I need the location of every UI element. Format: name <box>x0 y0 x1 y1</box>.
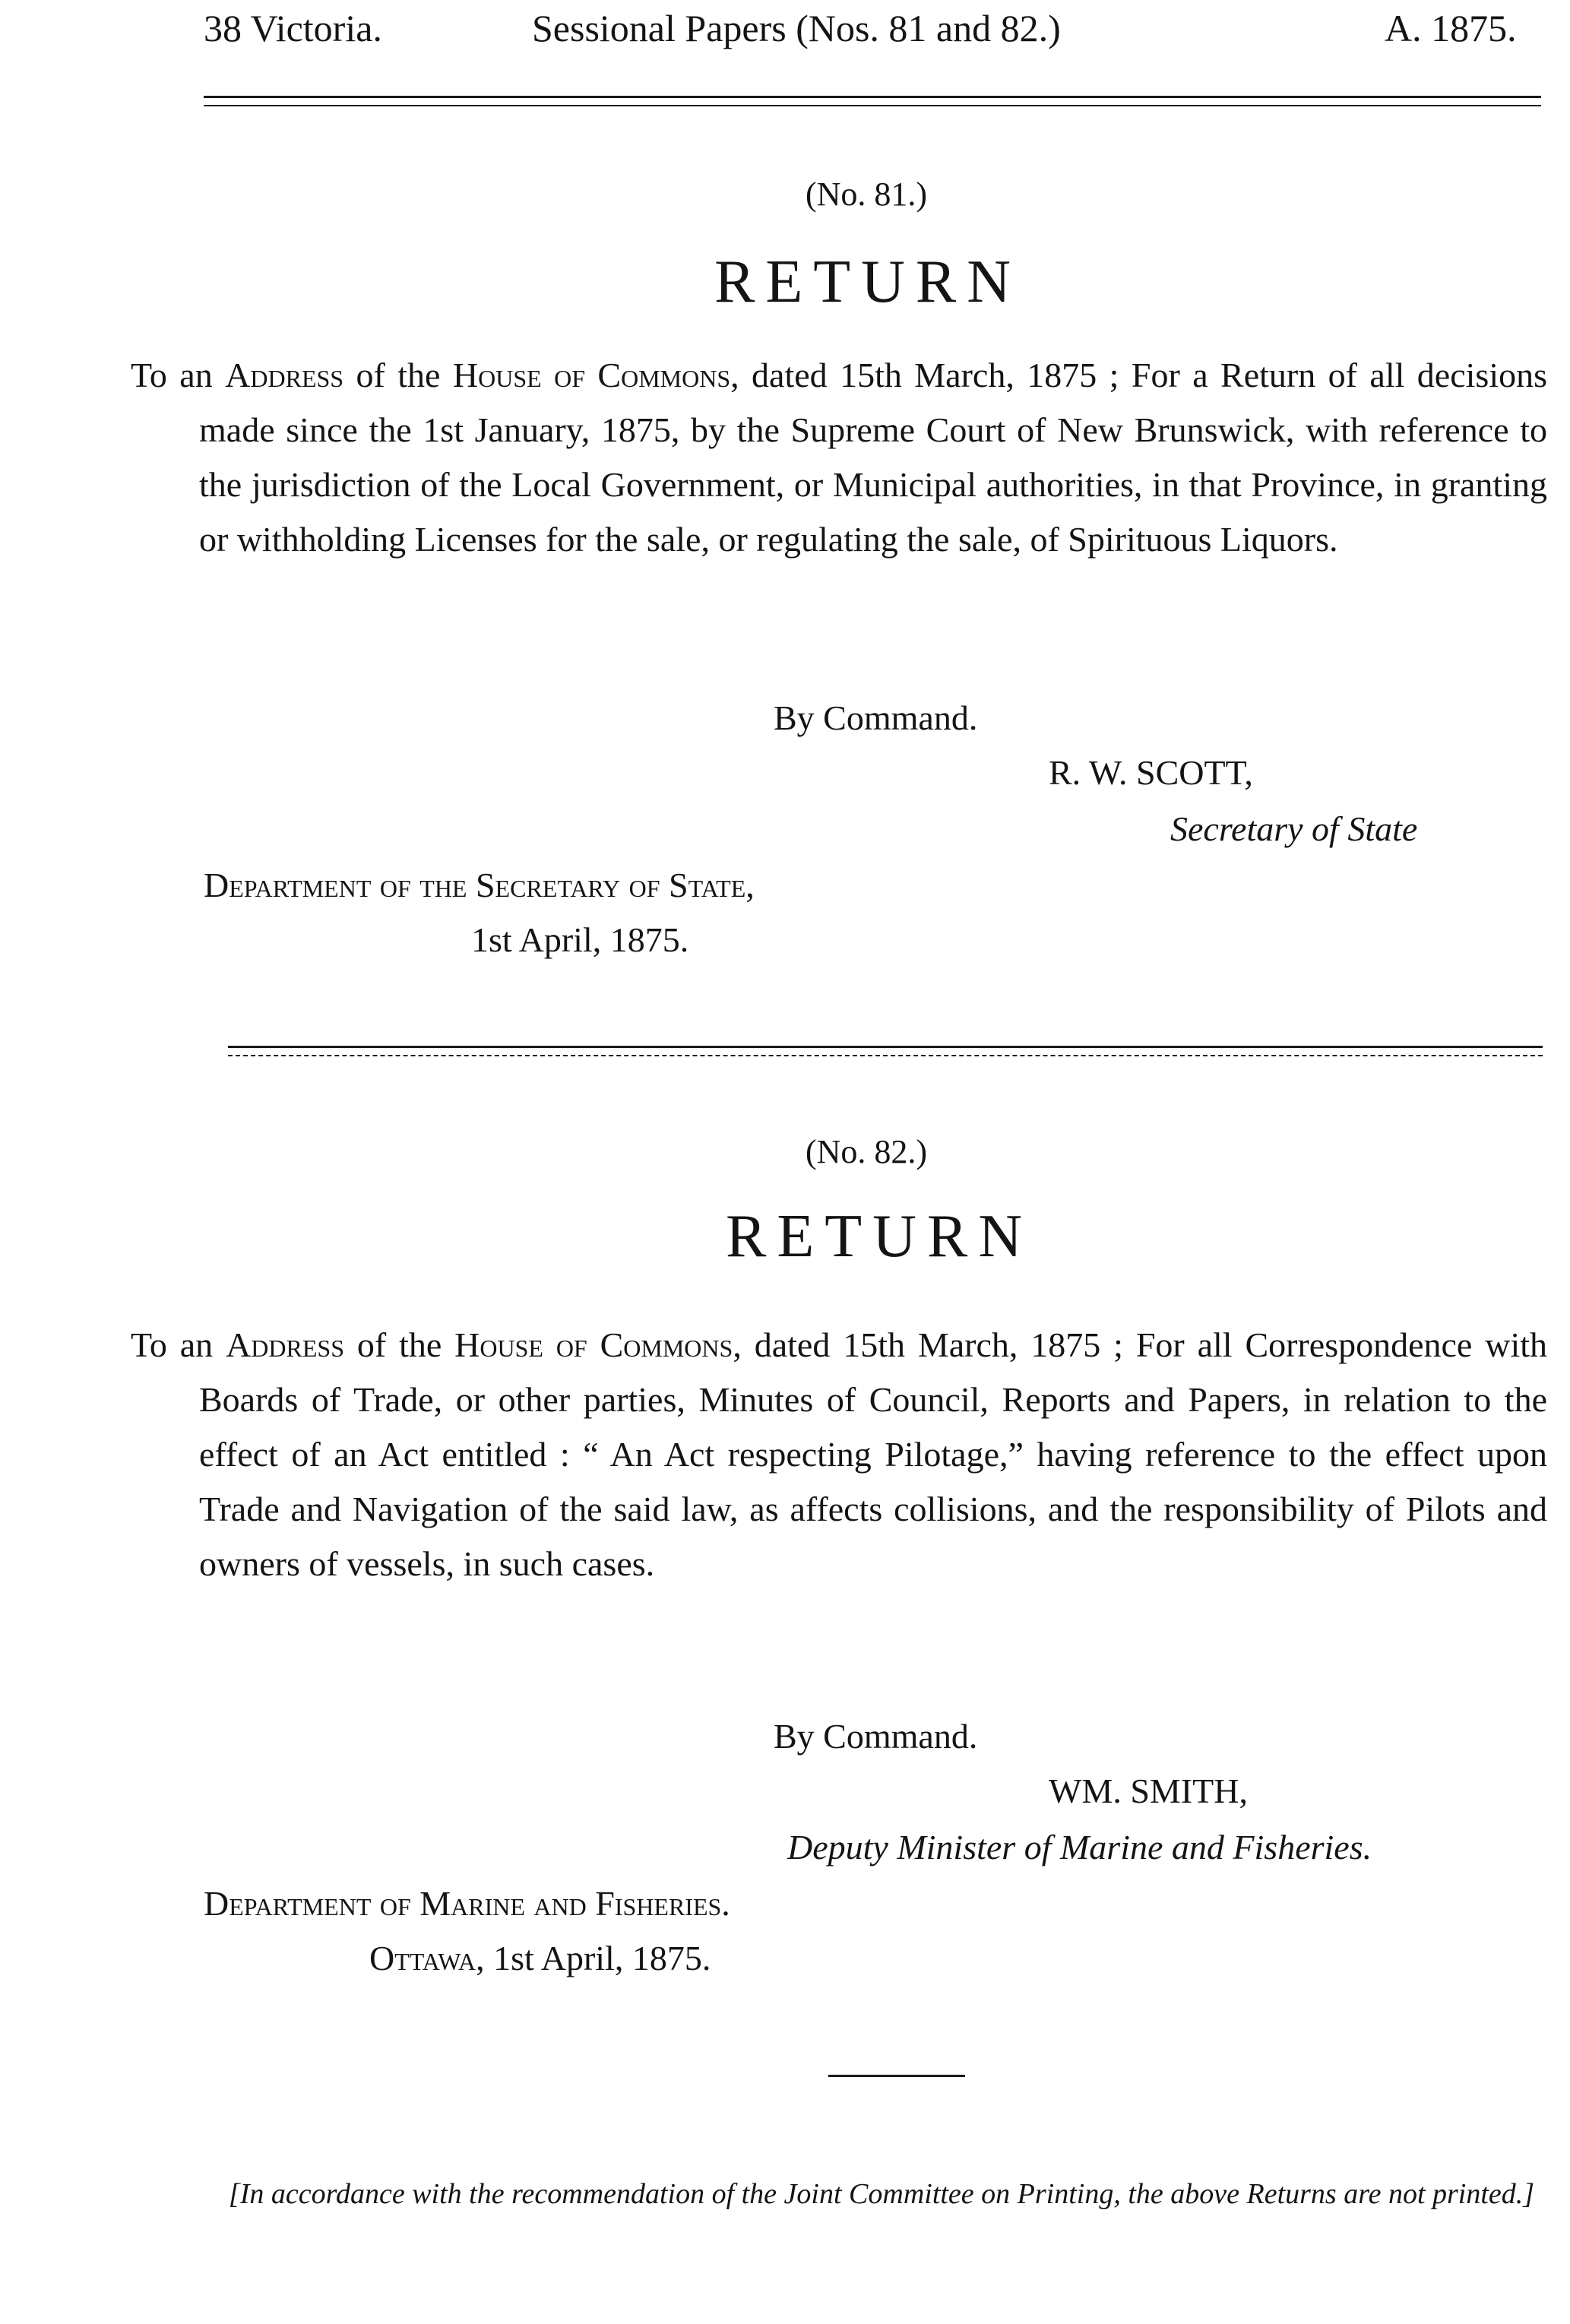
return-number: (No. 82.) <box>806 1133 928 1170</box>
header-title: Sessional Papers (Nos. 81 and 82.) <box>532 7 1061 49</box>
house-of-commons: House of Commons <box>452 356 731 394</box>
closing-rule <box>828 2075 965 2077</box>
header-year: A. 1875. <box>1385 7 1517 49</box>
section-rule-bottom <box>228 1055 1543 1056</box>
address-paragraph: To an Address of the House of Commons, dated 15th March, 1875 ; For a Return of all decisions made since the 1st January, 1875, by the Supreme Court of New Brunswick, with reference to the jurisdiction of the Local Government, or Municipal authorities, in that Province, in granting or withholding Licenses for the sale, or regulating the sale, of Spirituous Liquors. <box>131 356 1548 559</box>
department: Department of the Secretary of State, <box>204 866 755 904</box>
house-of-commons: House of Commons <box>454 1325 733 1364</box>
address-paragraph: To an Address of the House of Commons, dated 15th March, 1875 ; For all Correspondence with Boards of Trade, or other parties, Minutes of Council, Reports and Papers, in relation to the effect of an Act entitled : “ An Act respecting Pilotage,” having reference to the effect upon Trade and Navigation of the said law, as affects collisions, and the responsibility of Pilots and owners of vessels, in such cases. <box>131 1325 1548 1583</box>
by-command: By Command. <box>774 1717 978 1756</box>
signatory-title: Secretary of State <box>1170 809 1418 848</box>
date-line: Ottawa, 1st April, 1875. <box>369 1939 711 1977</box>
address-label: Address <box>225 356 344 394</box>
header-rule-bottom <box>204 105 1541 106</box>
footnote: [In accordance with the recommendation of the Joint Committee on Printing, the above Returns are not printed.] <box>228 2178 1535 2210</box>
address-label: Address <box>226 1325 344 1364</box>
signatory-title: Deputy Minister of Marine and Fisheries. <box>787 1828 1372 1866</box>
address-text: For all Correspondence with Boards of Trade, or other parties, Minutes of Council, Reports and Papers, in relation to the effect of an Act entitled : “ An Act respecting Pilotage,” having reference to the effect upon Trade and Navigation of the said law, as affects collisions, and the responsibility of Pilots and owners of vessels, in such cases. <box>199 1325 1548 1583</box>
signatory-name: WM. SMITH, <box>1049 1771 1248 1810</box>
city: Ottawa <box>369 1939 476 1977</box>
return-title: RETURN <box>714 249 1021 315</box>
return-number: (No. 81.) <box>806 176 928 213</box>
header-volume: 38 Victoria. <box>204 7 382 49</box>
department: Department of Marine and Fisheries. <box>204 1884 730 1923</box>
address-text: For a Return of all decisions made since the 1st January, 1875, by the Supreme Court of New Brunswick, with reference to the jurisdiction of the Local Government, or Municipal authorities, in that Province, in granting or withholding Licenses for the sale, or regulating the sale, of Spirituous Liquors. <box>199 356 1548 559</box>
by-command: By Command. <box>774 698 978 737</box>
header-rule-top <box>204 96 1541 98</box>
return-title: RETURN <box>726 1203 1033 1270</box>
section-rule-top <box>228 1046 1543 1048</box>
signatory-name: R. W. SCOTT, <box>1049 753 1253 792</box>
date-line: 1st April, 1875. <box>471 920 689 959</box>
